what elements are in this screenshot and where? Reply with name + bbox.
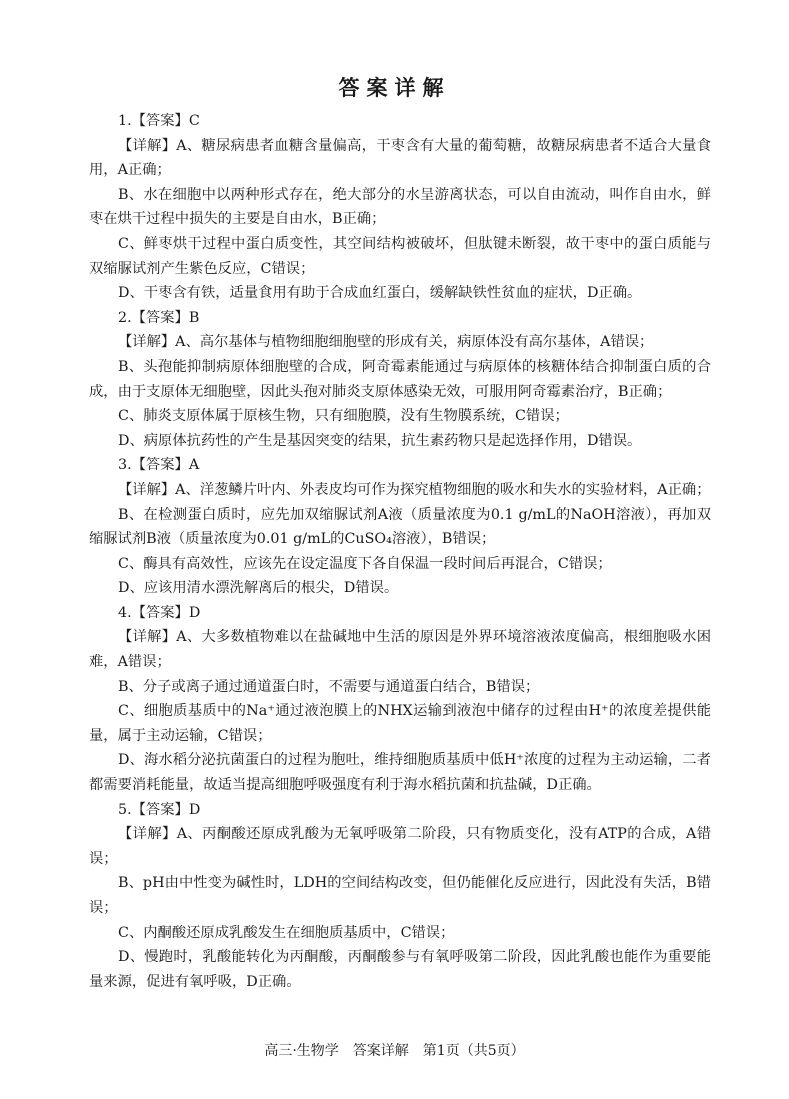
explanation-paragraph: 【详解】A、高尔基体与植物细胞细胞壁的形成有关，病原体没有高尔基体，A错误；	[118, 334, 654, 351]
explanation-paragraph: 【详解】A、丙酮酸还原成乳酸为无氧呼吸第二阶段，只有物质变化，没有ATP的合成，A错误；	[89, 826, 711, 867]
answer-content	[89, 109, 711, 994]
explanation-paragraph: B、水在细胞中以两种形式存在，绝大部分的水呈游离状态，可以自由流动，叫作自由水，鲜枣在烘干过程中损失的主要是自由水，B正确；	[89, 186, 711, 228]
answer-heading-5: 5.【答案】D	[118, 801, 201, 818]
page-title: 答案详解	[338, 76, 451, 100]
answer-heading-2: 2.【答案】B	[118, 309, 200, 326]
page-footer: 高三·生物学 答案详解 第1页（共5页）	[264, 1043, 525, 1059]
answer-heading-3: 3.【答案】A	[118, 457, 200, 474]
explanation-paragraph: C、细胞质基质中的Na⁺通过液泡膜上的NHX运输到液泡中储存的过程由H⁺的浓度差提供能量，属于主动运输，C错误；	[89, 703, 711, 744]
explanation-paragraph: 【详解】A、洋葱鳞片叶内、外表皮均可作为探究植物细胞的吸水和失水的实验材料，A正确；	[118, 481, 711, 498]
explanation-paragraph: 【详解】A、糖尿病患者血糖含量偏高，干枣含有大量的葡萄糖，故糖尿病患者不适合大量食用，A正确；	[89, 137, 711, 179]
explanation-paragraph: C、内酮酸还原成乳酸发生在细胞质基质中，C错误；	[118, 924, 455, 941]
explanation-paragraph: 【详解】A、大多数植物难以在盐碱地中生活的原因是外界环境溶液浓度偏高，根细胞吸水困难，A错误；	[89, 629, 711, 671]
explanation-paragraph: B、在检测蛋白质时，应先加双缩脲试剂A液（质量浓度为0.1 g/mL的NaOH溶液），再加双缩脲试剂B液（质量浓度为0.01 g/mL的CuSO₄溶液），B错误；	[89, 506, 711, 548]
explanation-paragraph: D、干枣含有铁，适量食用有助于合成血红蛋白，缓解缺铁性贫血的症状，D正确。	[118, 285, 642, 302]
explanation-paragraph: D、慢跑时，乳酸能转化为丙酮酸，丙酮酸参与有氧呼吸第二阶段，因此乳酸也能作为重要能量来源，促进有氧呼吸，D正确。	[89, 949, 711, 990]
explanation-paragraph: B、pH由中性变为碱性时，LDH的空间结构改变，但仍能催化反应进行，因此没有失活，B错误；	[89, 875, 711, 916]
explanation-paragraph: B、头孢能抑制病原体细胞壁的合成，阿奇霉素能通过与病原体的核糖体结合抑制蛋白质的合成，由于支原体无细胞壁，因此头孢对肺炎支原体感染无效，可服用阿奇霉素治疗，B正确；	[89, 358, 711, 400]
answer-heading-4: 4.【答案】D	[118, 604, 201, 621]
explanation-paragraph: C、肺炎支原体属于原核生物，只有细胞膜，没有生物膜系统，C错误；	[118, 408, 569, 425]
explanation-paragraph: D、海水稻分泌抗菌蛋白的过程为胞吐，维持细胞质基质中低H⁺浓度的过程为主动运输，二者都需要消耗能量，故适当提高细胞呼吸强度有利于海水稻抗菌和抗盐碱，D正确。	[89, 752, 711, 794]
explanation-paragraph: C、酶具有高效性，应该先在设定温度下各自保温一段时间后再混合，C错误；	[118, 555, 612, 572]
explanation-paragraph: B、分子或离子通过通道蛋白时，不需要与通道蛋白结合，B错误；	[118, 678, 540, 695]
answer-heading-1: 1.【答案】C	[118, 113, 200, 129]
explanation-paragraph: D、病原体抗药性的产生是基因突变的结果，抗生素药物只是起选择作用，D错误。	[118, 432, 642, 449]
explanation-paragraph: D、应该用清水漂洗解离后的根尖，D错误。	[118, 580, 399, 597]
explanation-paragraph: C、鲜枣烘干过程中蛋白质变性，其空间结构被破坏，但肽键未断裂，故干枣中的蛋白质能与双缩脲试剂产生紫色反应，C错误；	[89, 235, 711, 277]
